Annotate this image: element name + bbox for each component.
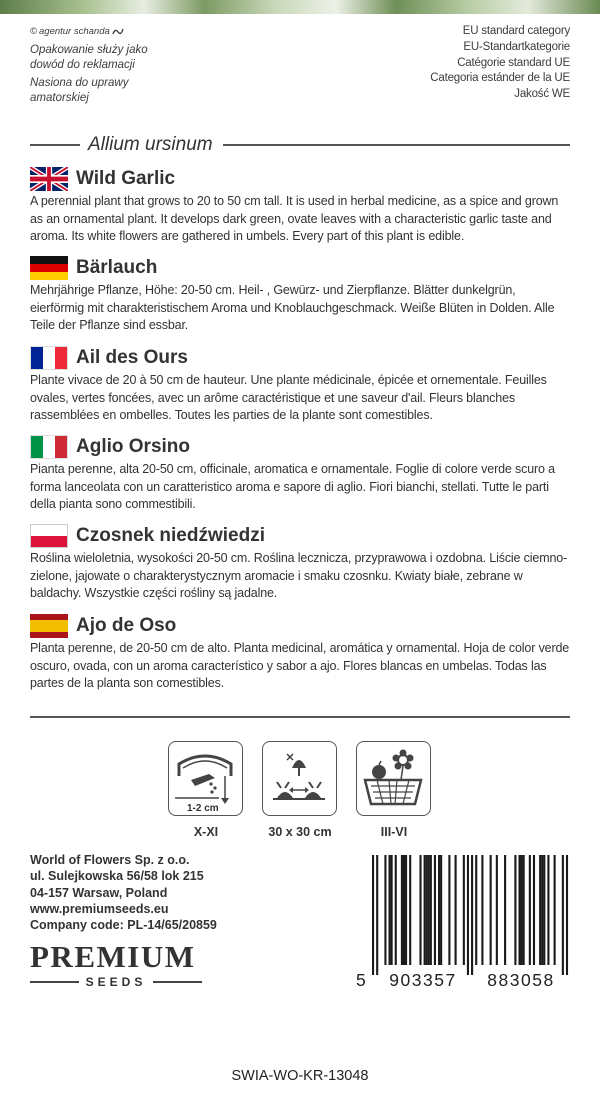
barcode-bar: [419, 855, 421, 965]
lang-text-de: Mehrjährige Pflanze, Höhe: 20-50 cm. Heil- , Gewürz- und Zierpflanze. Blätter dunkelgrün, eierförmig mit charakteristischem Aroma und Knoblauchgeschmack. Weiße Blüten in Dolden. Alle Teile der Pflanze sind essbar.: [30, 283, 555, 333]
company-street: ul. Sulejkowska 56/58 lok 215: [30, 869, 204, 884]
agency-name: agentur schanda: [39, 26, 110, 37]
barcode-bar: [541, 855, 543, 965]
lang-section-es: [30, 614, 570, 693]
company-info: [30, 852, 217, 933]
germany-flag-icon: [30, 256, 68, 280]
barcode-icon: [356, 855, 570, 975]
latin-name: Allium ursinum: [88, 134, 213, 155]
plant-spacing-icon: [262, 741, 337, 816]
barcode-bar: [424, 855, 426, 965]
barcode-bar: [547, 855, 549, 965]
barcode-bar: [401, 855, 403, 965]
barcode-bar: [430, 855, 432, 965]
company-city: 04-157 Warsaw, Poland: [30, 885, 168, 900]
barcode-bar: [403, 855, 405, 965]
barcode-bar: [389, 855, 391, 965]
barcode-digit-first: 5: [356, 970, 367, 990]
barcode-bar: [504, 855, 506, 965]
barcode-bar: [490, 855, 492, 965]
barcode-bar: [514, 855, 516, 965]
copyright-icon: ©: [30, 26, 37, 37]
premium-seeds-logo: [30, 940, 202, 989]
barcode-bar: [562, 855, 564, 975]
agency-logo-icon: [112, 27, 124, 36]
eu-category-de: EU-Standartkategorie: [463, 40, 570, 53]
barcode-bar: [539, 855, 541, 965]
barcode-bar: [529, 855, 531, 965]
lang-section-it: [30, 435, 570, 514]
eu-category-fr: Catégorie standard UE: [457, 56, 570, 69]
barcode-bar: [481, 855, 483, 965]
lang-text-fr: Plante vivace de 20 à 50 cm de hauteur. Une plante médicinale, épicée et ornementale. Feuilles ovales, vertes foncées, avec un arôme caractéristique et une saveur d'ail. Fleurs blanches rassemblées en ombelles. Toutes les parties de la plante sont comestibles.: [30, 373, 547, 423]
lang-title-fr: Ail des Ours: [76, 347, 188, 368]
rule-left: [30, 144, 80, 146]
barcode-bar: [533, 855, 535, 965]
lang-section-en: [30, 167, 570, 246]
amateur-note: Nasiona do uprawy amatorskiej: [30, 77, 129, 104]
sowing-depth-icon: [168, 741, 243, 816]
lang-text-it: Pianta perenne, alta 20-50 cm, officinale, aromatica e ornamentale. Foglie di colore verde scuro a forma lanceolata con un caratteristico aroma e sapore di aglio. Fiori bianchi, stellati. Tutte le parti della pianta sono commestibili.: [30, 462, 555, 512]
barcode-bar: [496, 855, 498, 965]
barcode-bar: [566, 855, 568, 975]
sowing-period-label: X-XI: [193, 825, 219, 839]
poland-flag-icon: [30, 524, 68, 548]
barcode-bar: [448, 855, 450, 965]
lang-title-en: Wild Garlic: [76, 168, 176, 189]
eu-category-pl: Jakość WE: [514, 88, 570, 101]
barcode-bar: [391, 855, 393, 965]
barcode-bar: [518, 855, 520, 965]
barcode-bar: [438, 855, 440, 965]
barcode-bar: [409, 855, 411, 965]
logo-rule-left: [30, 981, 79, 983]
barcode-bar: [384, 855, 386, 965]
sowing-depth-text: 1-2 cm: [187, 803, 219, 814]
barcode-bar: [554, 855, 556, 965]
lang-title-de: Bärlauch: [76, 257, 158, 278]
eu-category-en: EU standard category: [462, 25, 570, 37]
barcode-bar: [455, 855, 457, 965]
header: [30, 24, 570, 124]
barcode-bar: [426, 855, 428, 965]
latin-name-row: [30, 133, 570, 157]
section-divider: [30, 716, 570, 718]
barcode-bar: [434, 855, 436, 965]
spain-flag-icon: [30, 614, 68, 638]
company-name: World of Flowers Sp. z o.o.: [30, 853, 190, 867]
barcode-bar: [405, 855, 407, 965]
lang-text-en: A perennial plant that grows to 20 to 50 cm tall. It is used in herbal medicine, as a spice and grown as an ornamental plant. It develops dark green, ovate leaves with a characteristic garlic taste and aroma. Its white flowers are gathered in umbels. Every part of this plant is edible.: [30, 194, 559, 244]
barcode-digits-group1: 903357: [389, 970, 457, 990]
uk-flag-icon: [30, 167, 68, 191]
lang-text-pl: Roślina wieloletnia, wysokości 20-50 cm. Roślina lecznicza, przyprawowa i ozdobna. Liście ciemno-zielone, jajowate o charakterystycznym aromacie i smaku czosnku. Kwiaty białe, zebrane w baldachy. Wszystkie części rośliny są jadalne.: [30, 551, 568, 601]
eu-category-es: Categoria estánder de la UE: [430, 72, 570, 85]
france-flag-icon: [30, 346, 68, 370]
logo-sub-text: SEEDS: [85, 975, 147, 989]
header-left: [30, 24, 165, 109]
italy-flag-icon: [30, 435, 68, 459]
barcode-bar: [376, 855, 378, 975]
barcode-bar: [523, 855, 525, 965]
rule-right: [223, 144, 570, 146]
barcode-number: [356, 970, 570, 991]
barcode-bar: [440, 855, 442, 965]
complaint-note: Opakowanie służy jako dowód do reklamacji: [30, 44, 148, 71]
barcode-bar: [467, 855, 469, 975]
harvest-basket-icon: [356, 741, 431, 816]
harvest-period-label: III-VI: [380, 825, 408, 839]
product-code: SWIA-WO-KR-13048: [231, 1068, 369, 1084]
lang-section-de: [30, 256, 570, 335]
barcode-bar: [475, 855, 477, 965]
barcode-bar: [543, 855, 545, 965]
top-photo-strip: [0, 0, 600, 14]
barcode-bar: [471, 855, 473, 975]
barcode-digits-group2: 883058: [487, 970, 555, 990]
barcode-bar: [372, 855, 374, 975]
barcode-bar: [428, 855, 430, 965]
barcode-bar: [521, 855, 523, 965]
lang-section-fr: [30, 346, 570, 425]
lang-section-pl: [30, 524, 570, 603]
company-code: Company code: PL-14/65/20859: [30, 918, 217, 933]
lang-title-pl: Czosnek niedźwiedzi: [76, 525, 265, 546]
plant-spacing-label: 30 x 30 cm: [268, 825, 332, 839]
lang-text-es: Planta perenne, de 20-50 cm de alto. Planta medicinal, aromática y ornamental. Hoja de color verde oscuro, ovada, con un aroma característico y sabor a ajo. Flores blancas en umbelas. Todas las partes de la planta son comestibles.: [30, 641, 570, 691]
eu-category-list: [430, 24, 570, 103]
logo-rule-right: [153, 981, 202, 983]
company-website[interactable]: www.premiumseeds.eu: [30, 901, 169, 916]
agency-credit: [30, 24, 165, 39]
barcode-bar: [395, 855, 397, 965]
logo-main-text: PREMIUM: [30, 939, 196, 974]
barcode-bar: [463, 855, 465, 965]
lang-title-es: Ajo de Oso: [76, 615, 177, 636]
lang-title-it: Aglio Orsino: [76, 436, 190, 457]
